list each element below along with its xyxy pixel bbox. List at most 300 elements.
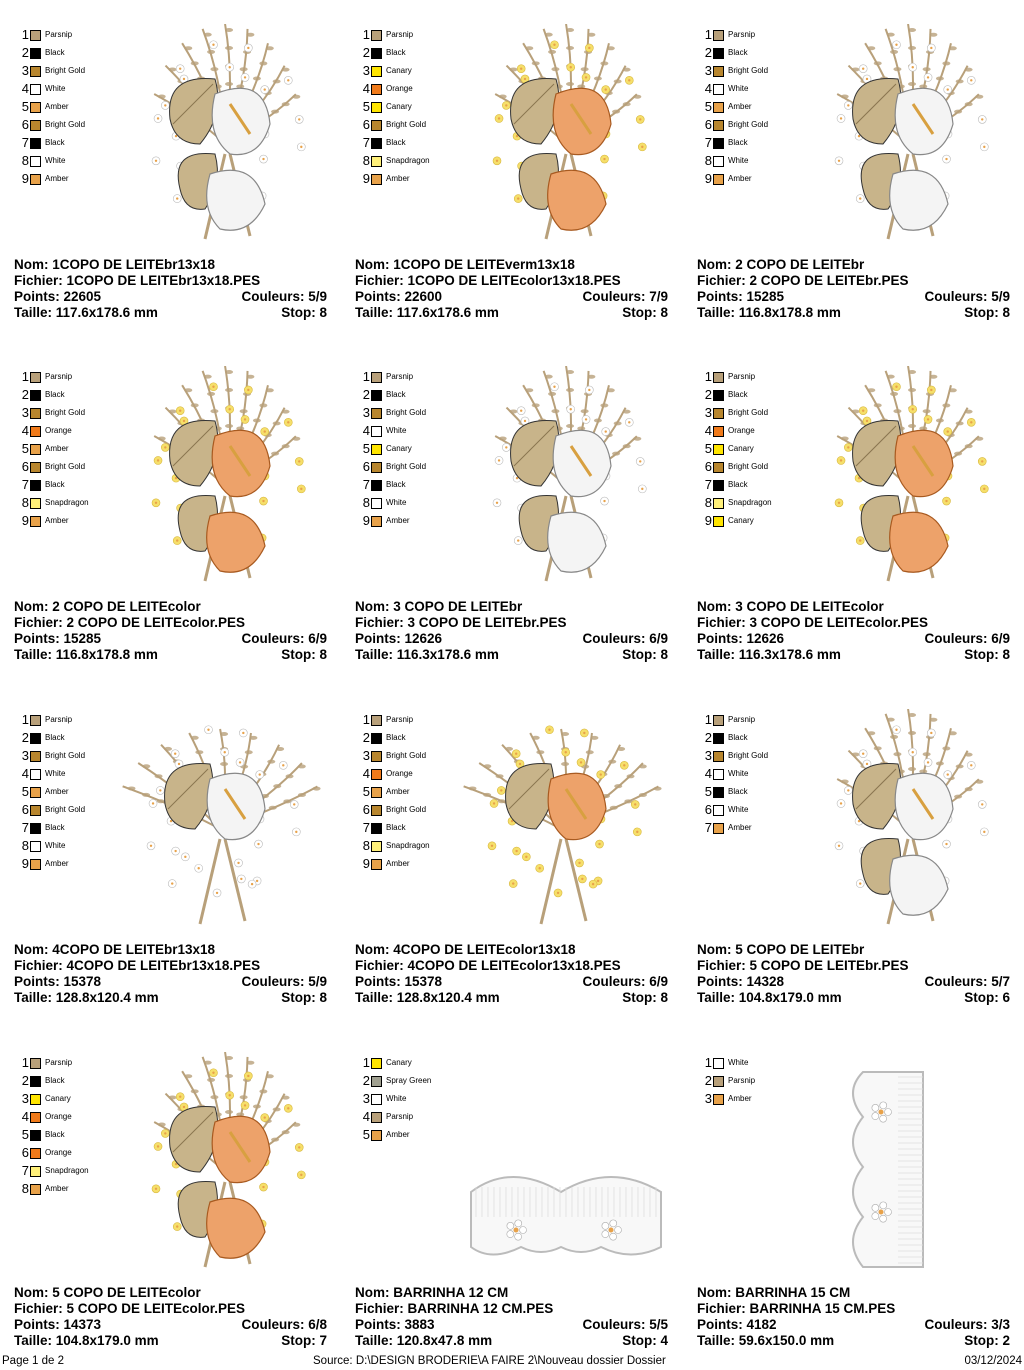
thread-swatch bbox=[713, 66, 724, 77]
thread-number: 6 bbox=[21, 802, 29, 817]
design-file: Fichier: 1COPO DE LEITEcolor13x18.PES bbox=[355, 273, 621, 288]
thread-swatch bbox=[371, 1130, 382, 1141]
design-name: Nom: 4COPO DE LEITEcolor13x18 bbox=[355, 942, 576, 957]
thread-name: Bright Gold bbox=[45, 462, 86, 471]
thread-number: 2 bbox=[21, 387, 29, 402]
thread-row bbox=[18, 765, 85, 783]
thread-name: Amber bbox=[45, 859, 69, 868]
thread-row bbox=[359, 783, 430, 801]
thread-swatch bbox=[30, 462, 41, 473]
design-stops: Stop: 8 bbox=[281, 305, 327, 320]
thread-swatch bbox=[713, 769, 724, 780]
thread-name: White bbox=[45, 84, 66, 93]
thread-name: Amber bbox=[386, 859, 410, 868]
thread-name: Parsnip bbox=[386, 1112, 414, 1121]
thread-swatch bbox=[713, 823, 724, 834]
design-info bbox=[14, 599, 327, 663]
thread-swatch bbox=[30, 1076, 41, 1087]
thread-name: Parsnip bbox=[45, 372, 73, 381]
design-stops: Stop: 8 bbox=[622, 990, 668, 1005]
thread-name: Parsnip bbox=[728, 30, 756, 39]
thread-row bbox=[359, 512, 426, 530]
thread-palette bbox=[18, 1054, 89, 1198]
design-info bbox=[355, 942, 668, 1006]
thread-row bbox=[359, 1054, 431, 1072]
thread-row bbox=[18, 98, 85, 116]
thread-swatch bbox=[713, 372, 724, 383]
design-stops: Stop: 8 bbox=[964, 305, 1010, 320]
thread-number: 1 bbox=[704, 712, 712, 727]
design-info bbox=[697, 257, 1010, 321]
embroidery-motif bbox=[835, 24, 988, 239]
thread-name: Amber bbox=[45, 444, 69, 453]
thread-number: 3 bbox=[21, 1091, 29, 1106]
thread-swatch bbox=[371, 751, 382, 762]
thread-number: 9 bbox=[362, 856, 370, 871]
design-stops: Stop: 8 bbox=[622, 647, 668, 662]
thread-swatch bbox=[713, 48, 724, 59]
thread-swatch bbox=[30, 1130, 41, 1141]
thread-swatch bbox=[713, 787, 724, 798]
thread-swatch bbox=[30, 48, 41, 59]
page-number: Page 1 de 2 bbox=[2, 1355, 65, 1367]
thread-name: Canary bbox=[386, 66, 412, 75]
thread-name: Black bbox=[728, 480, 748, 489]
thread-number: 5 bbox=[704, 99, 712, 114]
design-points: Points: 14328 bbox=[697, 974, 785, 989]
thread-number: 5 bbox=[21, 1127, 29, 1142]
thread-number: 8 bbox=[704, 153, 712, 168]
thread-number: 2 bbox=[362, 387, 370, 402]
thread-swatch bbox=[371, 48, 382, 59]
thread-name: Parsnip bbox=[728, 1076, 756, 1085]
design-points: Points: 14373 bbox=[14, 1317, 102, 1332]
thread-name: Bright Gold bbox=[386, 805, 427, 814]
thread-row bbox=[359, 44, 430, 62]
thread-name: Snapdragon bbox=[45, 498, 89, 507]
thread-row bbox=[701, 801, 768, 819]
thread-number: 4 bbox=[21, 423, 29, 438]
page-footer bbox=[0, 1353, 1024, 1370]
thread-swatch bbox=[30, 84, 41, 95]
thread-row bbox=[359, 1108, 431, 1126]
thread-name: Parsnip bbox=[45, 1058, 73, 1067]
design-name: Nom: 5 COPO DE LEITEbr bbox=[697, 942, 865, 957]
thread-swatch bbox=[30, 1112, 41, 1123]
design-file: Fichier: BARRINHA 12 CM.PES bbox=[355, 1301, 554, 1316]
thread-name: Spray Green bbox=[386, 1076, 432, 1085]
thread-swatch bbox=[371, 1094, 382, 1105]
thread-row bbox=[701, 44, 768, 62]
thread-swatch bbox=[713, 444, 724, 455]
thread-swatch bbox=[30, 751, 41, 762]
thread-number: 3 bbox=[362, 1091, 370, 1106]
design-name: Nom: 2 COPO DE LEITEbr bbox=[697, 257, 865, 272]
thread-name: Parsnip bbox=[728, 372, 756, 381]
thread-name: Amber bbox=[45, 516, 69, 525]
thread-palette bbox=[701, 711, 768, 837]
thread-name: White bbox=[45, 769, 66, 778]
thread-number: 4 bbox=[21, 1109, 29, 1124]
thread-name: Canary bbox=[386, 1058, 412, 1067]
thread-name: White bbox=[728, 1058, 749, 1067]
thread-swatch bbox=[30, 120, 41, 131]
thread-number: 6 bbox=[704, 802, 712, 817]
thread-number: 1 bbox=[362, 1055, 370, 1070]
thread-number: 6 bbox=[362, 117, 370, 132]
thread-swatch bbox=[30, 1184, 41, 1195]
thread-row bbox=[18, 26, 85, 44]
thread-name: Orange bbox=[45, 1148, 72, 1157]
design-size: Taille: 116.8x178.8 mm bbox=[697, 305, 841, 320]
thread-number: 4 bbox=[21, 81, 29, 96]
embroidery-motif bbox=[493, 24, 646, 239]
thread-row bbox=[359, 62, 430, 80]
thread-row bbox=[701, 152, 768, 170]
thread-swatch bbox=[371, 1076, 382, 1087]
design-card bbox=[0, 1028, 341, 1370]
thread-name: White bbox=[728, 805, 749, 814]
thread-row bbox=[701, 476, 772, 494]
design-name: Nom: 1COPO DE LEITEbr13x18 bbox=[14, 257, 216, 272]
thread-name: Amber bbox=[386, 516, 410, 525]
thread-number: 5 bbox=[21, 99, 29, 114]
design-points: Points: 3883 bbox=[355, 1317, 435, 1332]
thread-name: Parsnip bbox=[45, 30, 73, 39]
thread-name: Amber bbox=[386, 174, 410, 183]
thread-swatch bbox=[371, 1112, 382, 1123]
thread-swatch bbox=[713, 1058, 724, 1069]
design-size: Taille: 117.6x178.6 mm bbox=[355, 305, 499, 320]
thread-name: Black bbox=[45, 823, 65, 832]
thread-name: White bbox=[386, 1094, 407, 1103]
thread-swatch bbox=[371, 390, 382, 401]
thread-row bbox=[701, 404, 772, 422]
thread-name: Orange bbox=[45, 426, 72, 435]
thread-palette bbox=[18, 368, 89, 530]
thread-name: Amber bbox=[45, 102, 69, 111]
design-colors: Couleurs: 6/8 bbox=[241, 1317, 327, 1332]
design-name: Nom: 3 COPO DE LEITEbr bbox=[355, 599, 523, 614]
thread-palette bbox=[359, 1054, 431, 1144]
thread-row bbox=[359, 1072, 431, 1090]
thread-number: 9 bbox=[21, 856, 29, 871]
design-card bbox=[0, 342, 341, 684]
thread-number: 3 bbox=[21, 63, 29, 78]
thread-row bbox=[18, 170, 85, 188]
thread-row bbox=[18, 711, 85, 729]
thread-name: Black bbox=[45, 1076, 65, 1085]
thread-number: 2 bbox=[362, 1073, 370, 1088]
design-preview bbox=[461, 366, 671, 586]
thread-name: Amber bbox=[45, 174, 69, 183]
thread-name: Black bbox=[728, 787, 748, 796]
thread-number: 7 bbox=[704, 135, 712, 150]
thread-swatch bbox=[30, 715, 41, 726]
embroidery-motif bbox=[464, 726, 662, 924]
design-info bbox=[14, 942, 327, 1006]
thread-row bbox=[359, 855, 430, 873]
thread-number: 2 bbox=[21, 1073, 29, 1088]
thread-number: 7 bbox=[362, 477, 370, 492]
thread-row bbox=[701, 711, 768, 729]
thread-name: Amber bbox=[728, 174, 752, 183]
thread-swatch bbox=[371, 138, 382, 149]
thread-name: Black bbox=[728, 48, 748, 57]
thread-row bbox=[701, 1054, 755, 1072]
design-colors: Couleurs: 6/9 bbox=[241, 631, 327, 646]
thread-row bbox=[18, 368, 89, 386]
thread-row bbox=[18, 1144, 89, 1162]
thread-number: 5 bbox=[704, 784, 712, 799]
source-path: Source: D:\DESIGN BRODERIE\A FAIRE 2\Nouveau dossier Dossier bbox=[313, 1355, 666, 1367]
thread-swatch bbox=[30, 805, 41, 816]
design-preview bbox=[461, 1052, 671, 1272]
design-points: Points: 15285 bbox=[14, 631, 102, 646]
design-colors: Couleurs: 6/9 bbox=[582, 631, 668, 646]
thread-name: Snapdragon bbox=[386, 841, 430, 850]
thread-swatch bbox=[30, 1148, 41, 1159]
thread-swatch bbox=[30, 859, 41, 870]
thread-row bbox=[18, 729, 85, 747]
thread-swatch bbox=[371, 102, 382, 113]
thread-row bbox=[18, 1090, 89, 1108]
thread-number: 1 bbox=[704, 369, 712, 384]
thread-name: Amber bbox=[728, 823, 752, 832]
thread-number: 8 bbox=[362, 495, 370, 510]
thread-swatch bbox=[371, 498, 382, 509]
thread-palette bbox=[18, 26, 85, 188]
thread-number: 3 bbox=[362, 748, 370, 763]
design-colors: Couleurs: 5/9 bbox=[241, 289, 327, 304]
thread-name: Black bbox=[45, 733, 65, 742]
thread-swatch bbox=[371, 516, 382, 527]
design-colors: Couleurs: 3/3 bbox=[924, 1317, 1010, 1332]
thread-row bbox=[18, 855, 85, 873]
thread-row bbox=[18, 476, 89, 494]
thread-row bbox=[18, 1054, 89, 1072]
embroidery-motif bbox=[152, 366, 305, 581]
thread-row bbox=[18, 512, 89, 530]
thread-number: 7 bbox=[704, 820, 712, 835]
thread-number: 8 bbox=[362, 153, 370, 168]
thread-number: 5 bbox=[704, 441, 712, 456]
thread-number: 2 bbox=[704, 45, 712, 60]
design-colors: Couleurs: 6/9 bbox=[924, 631, 1010, 646]
thread-row bbox=[701, 729, 768, 747]
thread-row bbox=[359, 80, 430, 98]
thread-name: Amber bbox=[386, 1130, 410, 1139]
design-stops: Stop: 8 bbox=[622, 305, 668, 320]
thread-swatch bbox=[371, 841, 382, 852]
thread-swatch bbox=[30, 426, 41, 437]
thread-number: 5 bbox=[362, 784, 370, 799]
thread-row bbox=[701, 386, 772, 404]
thread-row bbox=[359, 440, 426, 458]
thread-swatch bbox=[371, 444, 382, 455]
design-points: Points: 12626 bbox=[697, 631, 785, 646]
thread-number: 5 bbox=[362, 441, 370, 456]
thread-row bbox=[359, 404, 426, 422]
thread-palette bbox=[359, 26, 430, 188]
thread-row bbox=[359, 819, 430, 837]
thread-swatch bbox=[713, 715, 724, 726]
thread-name: Bright Gold bbox=[728, 462, 769, 471]
thread-number: 7 bbox=[362, 135, 370, 150]
design-name: Nom: 5 COPO DE LEITEcolor bbox=[14, 1285, 201, 1300]
thread-name: White bbox=[728, 84, 749, 93]
thread-swatch bbox=[30, 1094, 41, 1105]
thread-number: 8 bbox=[21, 1181, 29, 1196]
design-colors: Couleurs: 6/9 bbox=[582, 974, 668, 989]
thread-name: Canary bbox=[45, 1094, 71, 1103]
thread-swatch bbox=[713, 390, 724, 401]
thread-number: 7 bbox=[704, 477, 712, 492]
thread-name: Bright Gold bbox=[45, 751, 86, 760]
thread-swatch bbox=[371, 156, 382, 167]
design-card bbox=[683, 1028, 1024, 1370]
thread-name: Snapdragon bbox=[45, 1166, 89, 1175]
print-date: 03/12/2024 bbox=[964, 1355, 1022, 1367]
thread-swatch bbox=[30, 138, 41, 149]
thread-row bbox=[701, 440, 772, 458]
thread-row bbox=[701, 116, 768, 134]
thread-name: Bright Gold bbox=[45, 805, 86, 814]
design-points: Points: 22600 bbox=[355, 289, 443, 304]
thread-number: 3 bbox=[21, 748, 29, 763]
thread-swatch bbox=[713, 138, 724, 149]
thread-number: 1 bbox=[704, 1055, 712, 1070]
thread-swatch bbox=[371, 715, 382, 726]
thread-swatch bbox=[30, 174, 41, 185]
thread-number: 3 bbox=[362, 405, 370, 420]
thread-name: Black bbox=[386, 390, 406, 399]
design-colors: Couleurs: 5/5 bbox=[582, 1317, 668, 1332]
thread-swatch bbox=[30, 498, 41, 509]
thread-name: Black bbox=[45, 1130, 65, 1139]
thread-swatch bbox=[713, 84, 724, 95]
thread-swatch bbox=[371, 1058, 382, 1069]
thread-row bbox=[18, 386, 89, 404]
thread-number: 9 bbox=[704, 513, 712, 528]
thread-name: Parsnip bbox=[386, 30, 414, 39]
thread-swatch bbox=[713, 805, 724, 816]
thread-number: 4 bbox=[362, 423, 370, 438]
thread-number: 4 bbox=[704, 766, 712, 781]
thread-number: 4 bbox=[362, 1109, 370, 1124]
design-info bbox=[697, 942, 1010, 1006]
thread-number: 2 bbox=[362, 730, 370, 745]
design-card bbox=[683, 685, 1024, 1027]
design-card bbox=[341, 685, 682, 1027]
embroidery-motif bbox=[835, 709, 988, 924]
design-info bbox=[355, 1285, 668, 1349]
thread-number: 2 bbox=[704, 730, 712, 745]
thread-number: 5 bbox=[21, 784, 29, 799]
thread-number: 8 bbox=[362, 838, 370, 853]
thread-number: 1 bbox=[362, 712, 370, 727]
thread-row bbox=[701, 1090, 755, 1108]
thread-name: Bright Gold bbox=[386, 408, 427, 417]
thread-name: Parsnip bbox=[386, 372, 414, 381]
thread-row bbox=[701, 458, 772, 476]
thread-number: 3 bbox=[21, 405, 29, 420]
thread-name: White bbox=[45, 841, 66, 850]
thread-palette bbox=[701, 26, 768, 188]
thread-number: 2 bbox=[21, 730, 29, 745]
design-preview bbox=[120, 709, 330, 929]
thread-swatch bbox=[30, 408, 41, 419]
thread-swatch bbox=[713, 516, 724, 527]
thread-row bbox=[701, 494, 772, 512]
design-info bbox=[355, 257, 668, 321]
thread-row bbox=[701, 62, 768, 80]
thread-row bbox=[18, 837, 85, 855]
thread-name: Bright Gold bbox=[728, 66, 769, 75]
thread-palette bbox=[359, 368, 426, 530]
design-preview bbox=[461, 709, 671, 929]
thread-row bbox=[701, 170, 768, 188]
thread-number: 9 bbox=[362, 513, 370, 528]
thread-swatch bbox=[713, 1076, 724, 1087]
thread-swatch bbox=[713, 480, 724, 491]
thread-row bbox=[701, 80, 768, 98]
thread-swatch bbox=[30, 444, 41, 455]
design-file: Fichier: BARRINHA 15 CM.PES bbox=[697, 1301, 896, 1316]
thread-row bbox=[359, 765, 430, 783]
thread-name: Orange bbox=[728, 426, 755, 435]
thread-swatch bbox=[713, 102, 724, 113]
design-size: Taille: 59.6x150.0 mm bbox=[697, 1333, 835, 1348]
thread-number: 1 bbox=[362, 27, 370, 42]
thread-number: 1 bbox=[21, 369, 29, 384]
thread-row bbox=[701, 1072, 755, 1090]
design-points: Points: 15378 bbox=[14, 974, 102, 989]
thread-row bbox=[701, 368, 772, 386]
design-stops: Stop: 2 bbox=[964, 1333, 1010, 1348]
thread-number: 4 bbox=[704, 423, 712, 438]
thread-row bbox=[18, 422, 89, 440]
design-info bbox=[355, 599, 668, 663]
thread-row bbox=[359, 116, 430, 134]
thread-number: 2 bbox=[704, 1073, 712, 1088]
design-size: Taille: 117.6x178.6 mm bbox=[14, 305, 158, 320]
design-size: Taille: 128.8x120.4 mm bbox=[355, 990, 500, 1005]
thread-name: White bbox=[386, 426, 407, 435]
design-card bbox=[683, 342, 1024, 684]
thread-number: 3 bbox=[704, 1091, 712, 1106]
thread-swatch bbox=[371, 462, 382, 473]
thread-swatch bbox=[713, 156, 724, 167]
thread-swatch bbox=[713, 120, 724, 131]
thread-number: 3 bbox=[362, 63, 370, 78]
thread-swatch bbox=[371, 120, 382, 131]
thread-name: Bright Gold bbox=[386, 120, 427, 129]
thread-name: Black bbox=[45, 390, 65, 399]
thread-row bbox=[18, 1126, 89, 1144]
thread-number: 5 bbox=[21, 441, 29, 456]
design-name: Nom: 4COPO DE LEITEbr13x18 bbox=[14, 942, 216, 957]
thread-row bbox=[701, 98, 768, 116]
thread-name: Bright Gold bbox=[728, 751, 769, 760]
thread-palette bbox=[701, 368, 772, 530]
design-file: Fichier: 4COPO DE LEITEbr13x18.PES bbox=[14, 958, 261, 973]
thread-name: White bbox=[386, 498, 407, 507]
thread-number: 1 bbox=[704, 27, 712, 42]
thread-row bbox=[701, 819, 768, 837]
design-stops: Stop: 8 bbox=[281, 990, 327, 1005]
thread-swatch bbox=[371, 805, 382, 816]
